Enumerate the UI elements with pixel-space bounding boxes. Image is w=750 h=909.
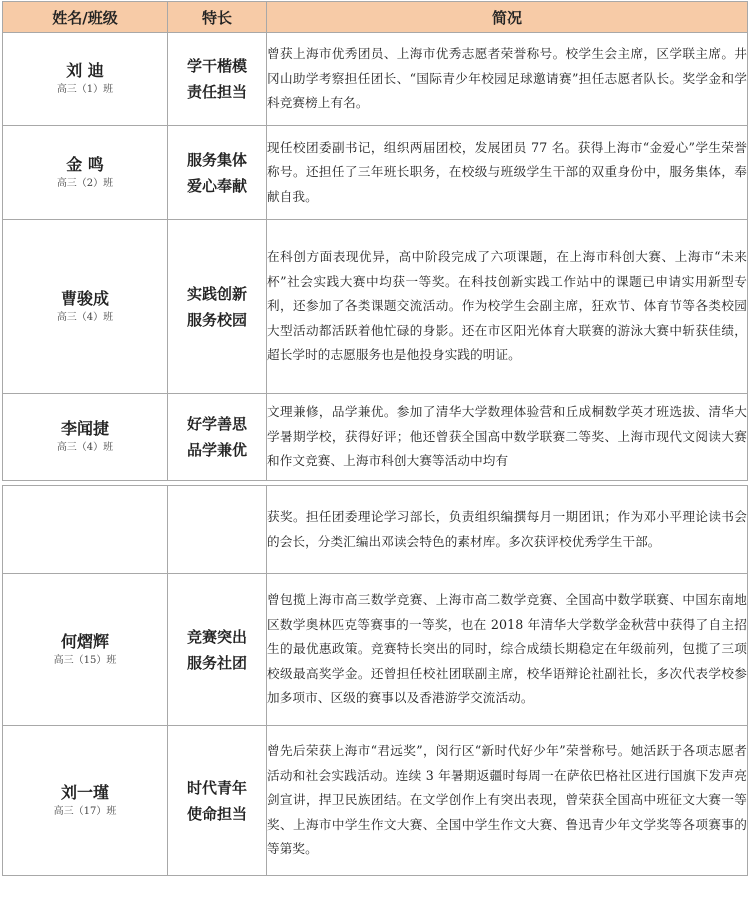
summary-cell: 获奖。担任团委理论学习部长，负责组织编撰每月一期团讯；作为邓小平理论读书会的会长，分类汇编出邓读会特色的素材库。多次获评校优秀学生干部。 — [267, 486, 748, 574]
table-row — [3, 394, 748, 481]
student-profile-table — [2, 1, 748, 876]
summary-cell: 曾先后荣获上海市“君远奖”，闵行区“新时代好少年”荣誉称号。她活跃于各项志愿者活动和社会实践活动。连续 3 年暑期返疆时每周一在萨依巴格社区进行国旗下发声亮剑宣讲，捍卫民族团结。在文学创作上有突出表现，曾荣获全国高中班征文大赛一等奖、上海市中学生作文大赛、全国中学生作文大赛、鲁迅青少年文学奖等各项赛事的等第奖。 — [267, 726, 748, 876]
name-cell — [3, 394, 168, 481]
specialty-cell — [168, 220, 267, 394]
table-row — [3, 126, 748, 220]
specialty-cell — [168, 486, 267, 574]
student-class: 高三（2）班 — [56, 177, 114, 189]
student-class: 高三（4）班 — [56, 311, 114, 323]
specialty-line: 服务社团 — [186, 653, 247, 672]
specialty-line: 使命担当 — [186, 804, 247, 823]
name-cell — [3, 486, 168, 574]
specialty-line: 责任担当 — [186, 83, 247, 101]
student-name: 何熠辉 — [60, 631, 109, 651]
table-row — [3, 220, 748, 394]
name-cell — [3, 126, 168, 220]
student-name: 李闻捷 — [60, 419, 109, 438]
table-row — [3, 726, 748, 876]
specialty-line: 好学善思 — [186, 415, 247, 433]
table-row — [3, 486, 748, 574]
student-name: 曹骏成 — [60, 288, 109, 308]
specialty-line: 学干楷模 — [186, 57, 247, 75]
student-name: 刘 迪 — [66, 61, 104, 80]
specialty-cell — [168, 394, 267, 481]
student-class: 高三（17）班 — [53, 805, 117, 817]
specialty-cell — [168, 574, 267, 726]
summary-cell: 现任校团委副书记，组织两届团校，发展团员 77 名。获得上海市“金爱心”学生荣誉称号。还担任了三年班长职务，在校级与班级学生干部的双重身份中，服务集体，奉献自我。 — [267, 126, 748, 220]
specialty-line: 时代青年 — [186, 778, 247, 797]
header-summary: 简况 — [267, 2, 748, 33]
name-cell — [3, 33, 168, 126]
name-cell — [3, 574, 168, 726]
specialty-line: 品学兼优 — [186, 441, 247, 459]
summary-cell: 文理兼修，品学兼优。参加了清华大学数理体验营和丘成桐数学英才班选拔、清华大学暑期学校，获得好评；他还曾获全国高中数学联赛二等奖、上海市现代文阅读大赛和作文竞赛、上海市科创大赛等活动中均有 — [267, 394, 748, 481]
student-class: 高三（15）班 — [53, 654, 117, 666]
specialty-cell — [168, 726, 267, 876]
student-class: 高三（4）班 — [56, 442, 114, 453]
summary-cell: 在科创方面表现优异，高中阶段完成了六项课题，在上海市科创大赛、上海市“未来杯”社会实践大赛中均获一等奖。在科技创新实践工作站中的课题已申请实用新型专利，还参加了各类课题交流活动。作为校学生会副主席，狂欢节、体育节等各类校园大型活动都活跃着他忙碌的身影。还在市区阳光体育大联赛的游泳大赛中斩获佳绩，超长学时的志愿服务也是他投身实践的明证。 — [267, 220, 748, 394]
summary-cell: 曾获上海市优秀团员、上海市优秀志愿者荣誉称号。校学生会主席，区学联主席。井冈山助学考察担任团长、“国际青少年校园足球邀请赛”担任志愿者队长。奖学金和学科竞赛榜上有名。 — [267, 33, 748, 126]
specialty-line: 爱心奉献 — [186, 176, 247, 195]
name-cell — [3, 220, 168, 394]
header-specialty: 特长 — [168, 2, 267, 33]
specialty-line: 服务集体 — [186, 150, 247, 169]
name-cell — [3, 726, 168, 876]
specialty-cell — [168, 126, 267, 220]
specialty-line: 实践创新 — [186, 284, 247, 303]
specialty-line: 服务校园 — [186, 310, 247, 329]
specialty-line: 竞赛突出 — [186, 627, 247, 646]
student-name: 刘一瑾 — [60, 782, 109, 802]
summary-cell: 曾包揽上海市高三数学竞赛、上海市高二数学竞赛、全国高中数学联赛、中国东南地区数学奥林匹克等赛事的一等奖，也在 2018 年清华大学数学金秋营中获得了自主招生的最优惠政策。竞赛特长突出的同时，综合成绩长期稳定在年级前列，包揽了三项校级最高奖学金。还曾担任校社团联副主席，校华语辩论社副社长，多次代表学校参加多项市、区级的赛事以及香港游学交流活动。 — [267, 574, 748, 726]
table-row — [3, 574, 748, 726]
student-class: 高三（1）班 — [56, 84, 114, 95]
student-name: 金 鸣 — [66, 154, 104, 174]
specialty-cell — [168, 33, 267, 126]
table-row — [3, 33, 748, 126]
header-row — [3, 2, 748, 33]
header-name-class: 姓名/班级 — [3, 2, 168, 33]
